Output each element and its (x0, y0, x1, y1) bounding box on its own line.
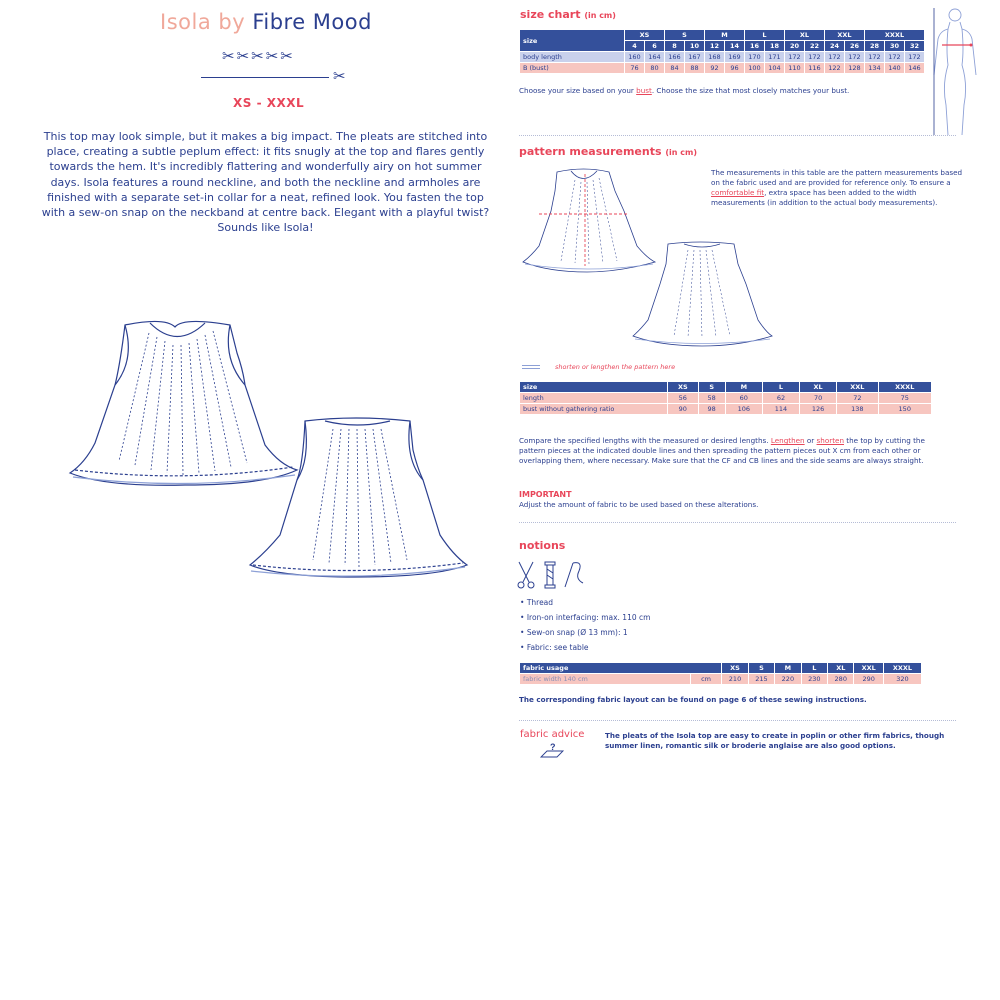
size-chart-table (519, 29, 925, 74)
table-cell: 134 (865, 63, 885, 74)
table-cell: 210 (722, 674, 748, 685)
table-cell: 126 (800, 404, 837, 415)
pattern-measurements-table (519, 381, 932, 415)
table-cell: 98 (698, 404, 725, 415)
brand-prefix: Isola by (160, 10, 246, 34)
size-range: XS - XXXL (233, 96, 305, 110)
list-item: • Thread (520, 598, 650, 613)
table-cell: 167 (685, 52, 705, 63)
shorten-lengthen-legend-icon (522, 365, 540, 369)
table-cell: 60 (725, 393, 762, 404)
table-cell: 75 (878, 393, 931, 404)
brand-logo (160, 10, 372, 34)
table-cell: 150 (878, 404, 931, 415)
table-cell: 88 (685, 63, 705, 74)
size-chart-unit: (in cm) (584, 11, 616, 20)
important-title: IMPORTANT (519, 490, 572, 499)
size-header: XS (722, 663, 748, 674)
row-label: length (520, 393, 668, 404)
table-cell: 90 (668, 404, 699, 415)
comfortable-fit-link[interactable]: comfortable fit (711, 188, 765, 197)
row-label: bust without gathering ratio (520, 404, 668, 415)
bust-link[interactable]: bust (636, 86, 652, 95)
shorten-lengthen-legend: shorten or lengthen the pattern here (555, 363, 676, 371)
body-figure-illustration (928, 5, 983, 137)
notions-icons (517, 559, 589, 591)
needle-icon (565, 563, 583, 587)
table-cell: 172 (825, 52, 845, 63)
notions-title: notions (519, 539, 566, 552)
size-number-header: 12 (705, 41, 725, 52)
table-cell: 170 (745, 52, 765, 63)
table-cell: 280 (828, 674, 854, 685)
fabric-question-icon (539, 741, 565, 761)
table-cell: 230 (801, 674, 827, 685)
size-header: XXXL (883, 663, 921, 674)
size-chart-title-text: size chart (520, 8, 581, 21)
size-header: S (665, 30, 705, 41)
size-chart-note (519, 86, 939, 96)
table-cell: 146 (905, 63, 925, 74)
size-number-header: 4 (625, 41, 645, 52)
table-cell: 140 (885, 63, 905, 74)
size-number-header: 26 (845, 41, 865, 52)
table-cell: 122 (825, 63, 845, 74)
table-cell: 164 (645, 52, 665, 63)
section-divider (519, 135, 956, 136)
table-cell: 100 (745, 63, 765, 74)
notions-list (520, 598, 650, 658)
size-header: XS (625, 30, 665, 41)
table-cell: 80 (645, 63, 665, 74)
table-cell: 172 (805, 52, 825, 63)
size-header: L (745, 30, 785, 41)
list-item: • Sew-on snap (Ø 13 mm): 1 (520, 628, 650, 643)
size-chart-size-header: size (520, 30, 625, 52)
list-item: • Fabric: see table (520, 643, 650, 658)
size-header: S (698, 382, 725, 393)
size-header: XXL (854, 663, 883, 674)
fabric-usage-note: The corresponding fabric layout can be found on page 6 of these sewing instructions. (519, 695, 867, 704)
size-header: XXXL (878, 382, 931, 393)
table-cell: 172 (785, 52, 805, 63)
table-cell: 172 (865, 52, 885, 63)
table-cell: 104 (765, 63, 785, 74)
size-number-header: 28 (865, 41, 885, 52)
table-cell: 320 (883, 674, 921, 685)
size-header: XXL (825, 30, 865, 41)
shorten-link[interactable]: shorten (816, 436, 844, 445)
scissors-icon (518, 562, 534, 588)
row-label: B (bust) (520, 63, 625, 74)
size-number-header: 10 (685, 41, 705, 52)
thread-spool-icon (545, 562, 555, 588)
size-chart-note-text: . Choose the size that most closely matches your bust. (651, 86, 850, 95)
table-cell: 290 (854, 674, 883, 685)
table-cell: 172 (885, 52, 905, 63)
size-number-header: 32 (905, 41, 925, 52)
size-header: XS (668, 382, 699, 393)
table-cell: 138 (837, 404, 878, 415)
table-cell: 166 (665, 52, 685, 63)
size-number-header: 20 (785, 41, 805, 52)
fabric-advice-text: The pleats of the Isola top are easy to create in poplin or other firm fabrics, though summer linen, romantic silk or broderie anglaise are also good options. (605, 731, 945, 750)
table-cell: 168 (705, 52, 725, 63)
pattern-measurements-title (519, 145, 697, 158)
scissors-icon: ✂ (333, 67, 346, 85)
size-number-header: 30 (885, 41, 905, 52)
size-header: M (725, 382, 762, 393)
table-cell: 169 (725, 52, 745, 63)
size-header: XL (800, 382, 837, 393)
scissors-ornament-icon: ✂✂✂✂✂ (222, 47, 295, 65)
table-cell: 128 (845, 63, 865, 74)
pattern-back-illustration (630, 240, 775, 348)
size-header: XXXL (865, 30, 925, 41)
size-header: M (705, 30, 745, 41)
pattern-measurements-description (711, 168, 966, 208)
table-cell: 76 (625, 63, 645, 74)
size-header: L (762, 382, 799, 393)
compare-text: Compare the specified lengths with the measured or desired lengths. (519, 436, 771, 445)
size-header: M (775, 663, 801, 674)
size-number-header: 8 (665, 41, 685, 52)
intro-text: This top may look simple, but it makes a big impact. The pleats are stitched into place, creating a subtle peplum effect: it fits snugly at the top and flares gently towards the hem. It's incredibly flattering and wonderfully airy on hot summer days. Isola features a round neckline, and both the neckline and armholes are finished with a separate set-in collar for a neat, refined look. You fasten the top with a sew-on snap on the neckband at centre back. Elegant with a playful twist? Sounds like Isola! (41, 130, 490, 235)
size-chart-title (520, 8, 616, 21)
back-view-illustration (245, 415, 470, 580)
size-header: XL (785, 30, 825, 41)
size-header: L (801, 663, 827, 674)
unit-cell: cm (690, 674, 722, 685)
section-divider (519, 720, 956, 721)
row-label: fabric width 140 cm (520, 674, 691, 685)
size-chart-note-text: Choose your size based on your (519, 86, 637, 95)
table-cell: 70 (800, 393, 837, 404)
section-divider (519, 522, 956, 523)
brand-name: Fibre Mood (252, 10, 372, 34)
table-cell: 58 (698, 393, 725, 404)
table-cell: 106 (725, 404, 762, 415)
size-header: S (748, 663, 774, 674)
fabric-usage-table (519, 662, 922, 685)
compare-text: the top by cutting the pattern pieces at the indicated double lines and then spreading the pattern pieces out X cm from each other or overlapping them, where necessary. Make sure that the CF and CB lines and the side seams are always straight. (519, 436, 925, 465)
table-cell: 96 (725, 63, 745, 74)
table-cell: 116 (805, 63, 825, 74)
table-cell: 215 (748, 674, 774, 685)
size-number-header: 14 (725, 41, 745, 52)
size-number-header: 22 (805, 41, 825, 52)
divider (201, 77, 329, 78)
table-cell: 172 (845, 52, 865, 63)
size-header: XL (828, 663, 854, 674)
size-header-label: size (520, 382, 668, 393)
table-cell: 62 (762, 393, 799, 404)
compare-text: or (804, 436, 817, 445)
table-cell: 220 (775, 674, 801, 685)
row-label: body length (520, 52, 625, 63)
table-cell: 92 (705, 63, 725, 74)
table-cell: 172 (905, 52, 925, 63)
size-header: XXL (837, 382, 878, 393)
description-text: The measurements in this table are the pattern measurements based on the fabric used and are provided for reference only. To ensure a (711, 168, 963, 187)
size-number-header: 16 (745, 41, 765, 52)
size-number-header: 18 (765, 41, 785, 52)
table-cell: 114 (762, 404, 799, 415)
compare-lengths-text (519, 436, 937, 466)
size-number-header: 6 (645, 41, 665, 52)
fabric-usage-label: fabric usage (520, 663, 722, 674)
table-cell: 160 (625, 52, 645, 63)
table-cell: 84 (665, 63, 685, 74)
important-text: Adjust the amount of fabric to be used based on these alterations. (519, 500, 759, 509)
svg-text:?: ? (550, 742, 556, 752)
list-item: • Iron-on interfacing: max. 110 cm (520, 613, 650, 628)
table-cell: 171 (765, 52, 785, 63)
table-cell: 72 (837, 393, 878, 404)
table-cell: 110 (785, 63, 805, 74)
pattern-measurements-unit: (in cm) (665, 148, 697, 157)
pattern-measurements-title-text: pattern measurements (519, 145, 662, 158)
lengthen-link[interactable]: Lengthen (770, 436, 805, 445)
table-cell: 56 (668, 393, 699, 404)
fabric-advice-title: fabric advice (520, 729, 585, 740)
size-number-header: 24 (825, 41, 845, 52)
description-text: , extra space has been added to the width measurements (in addition to the actual body measurements). (711, 188, 938, 207)
